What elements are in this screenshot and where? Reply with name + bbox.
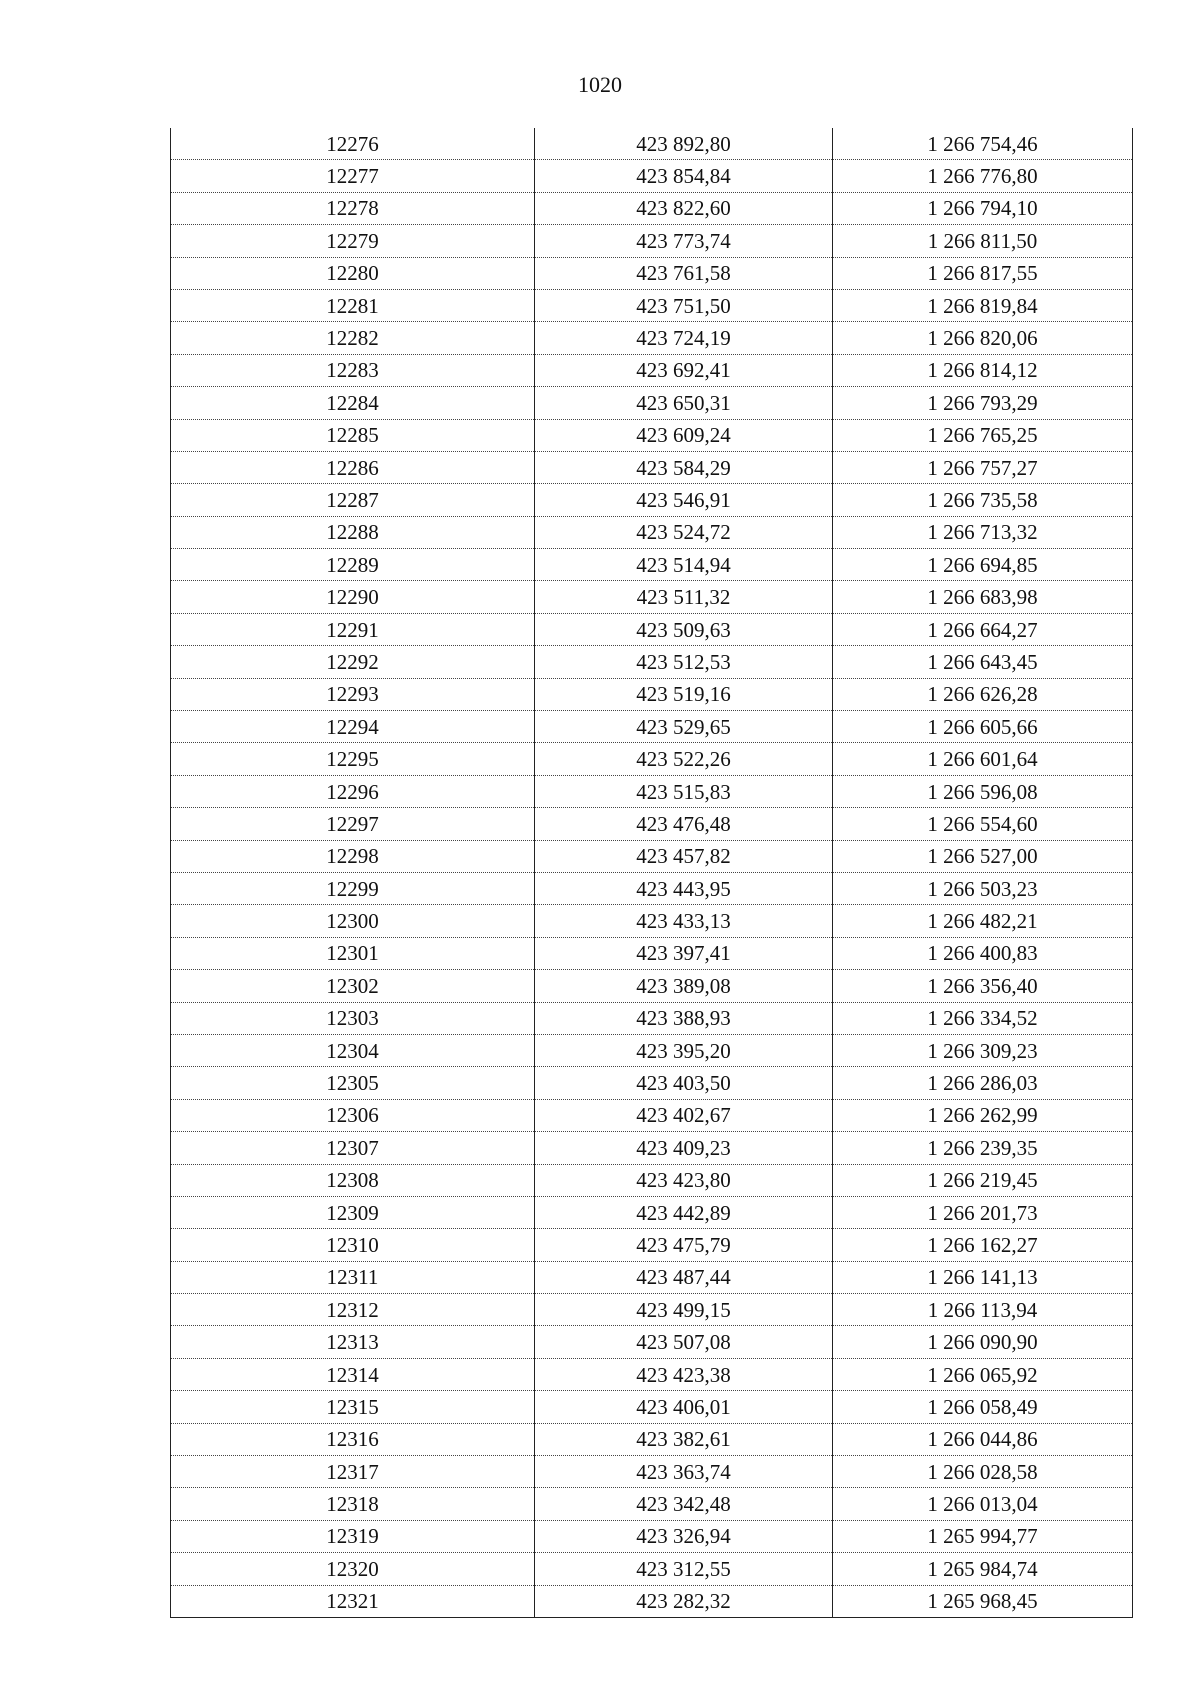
table-row [171,484,1133,516]
table-row [171,1196,1133,1228]
page-number: 1020 [578,72,622,97]
x-coordinate-cell: 423 402,67 [535,1099,833,1131]
y-coordinate-cell: 1 266 065,92 [833,1358,1133,1390]
x-coordinate-cell: 423 822,60 [535,192,833,224]
x-coordinate-cell: 423 499,15 [535,1294,833,1326]
y-coordinate-cell: 1 266 735,58 [833,484,1133,516]
point-number-cell: 12314 [171,1358,535,1390]
table-row [171,1294,1133,1326]
y-coordinate-cell: 1 266 334,52 [833,1002,1133,1034]
table-row [171,905,1133,937]
x-coordinate-cell: 423 457,82 [535,840,833,872]
point-number-cell: 12310 [171,1229,535,1261]
point-number-cell: 12298 [171,840,535,872]
point-number-cell: 12306 [171,1099,535,1131]
point-number-cell: 12288 [171,516,535,548]
table-row [171,775,1133,807]
y-coordinate-cell: 1 266 794,10 [833,192,1133,224]
y-coordinate-cell: 1 266 819,84 [833,289,1133,321]
x-coordinate-cell: 423 403,50 [535,1067,833,1099]
y-coordinate-cell: 1 266 013,04 [833,1488,1133,1520]
point-number-cell: 12302 [171,970,535,1002]
point-number-cell: 12318 [171,1488,535,1520]
table-row [171,257,1133,289]
y-coordinate-cell: 1 266 596,08 [833,775,1133,807]
x-coordinate-cell: 423 475,79 [535,1229,833,1261]
table-row [171,1520,1133,1552]
point-number-cell: 12313 [171,1326,535,1358]
y-coordinate-cell: 1 266 286,03 [833,1067,1133,1099]
y-coordinate-cell: 1 266 090,90 [833,1326,1133,1358]
point-number-cell: 12283 [171,354,535,386]
x-coordinate-cell: 423 584,29 [535,451,833,483]
x-coordinate-cell: 423 382,61 [535,1423,833,1455]
x-coordinate-cell: 423 443,95 [535,872,833,904]
table-row [171,743,1133,775]
y-coordinate-cell: 1 266 683,98 [833,581,1133,613]
y-coordinate-cell: 1 266 527,00 [833,840,1133,872]
table-row [171,289,1133,321]
y-coordinate-cell: 1 266 776,80 [833,160,1133,192]
table-row [171,322,1133,354]
table-row [171,937,1133,969]
point-number-cell: 12281 [171,289,535,321]
y-coordinate-cell: 1 266 754,46 [833,128,1133,160]
table-row [171,1132,1133,1164]
y-coordinate-cell: 1 265 968,45 [833,1585,1133,1617]
x-coordinate-cell: 423 514,94 [535,549,833,581]
point-number-cell: 12277 [171,160,535,192]
y-coordinate-cell: 1 266 605,66 [833,711,1133,743]
table-row [171,613,1133,645]
point-number-cell: 12316 [171,1423,535,1455]
point-number-cell: 12303 [171,1002,535,1034]
table-row [171,1229,1133,1261]
x-coordinate-cell: 423 511,32 [535,581,833,613]
table-row [171,1326,1133,1358]
y-coordinate-cell: 1 266 601,64 [833,743,1133,775]
y-coordinate-cell: 1 266 503,23 [833,872,1133,904]
x-coordinate-cell: 423 442,89 [535,1196,833,1228]
coordinates-table [170,128,1133,1618]
y-coordinate-cell: 1 266 162,27 [833,1229,1133,1261]
table-row [171,354,1133,386]
x-coordinate-cell: 423 650,31 [535,387,833,419]
y-coordinate-cell: 1 266 400,83 [833,937,1133,969]
point-number-cell: 12276 [171,128,535,160]
x-coordinate-cell: 423 692,41 [535,354,833,386]
x-coordinate-cell: 423 487,44 [535,1261,833,1293]
point-number-cell: 12317 [171,1456,535,1488]
y-coordinate-cell: 1 266 113,94 [833,1294,1133,1326]
table-row [171,970,1133,1002]
table-row [171,128,1133,160]
point-number-cell: 12291 [171,613,535,645]
point-number-cell: 12307 [171,1132,535,1164]
point-number-cell: 12297 [171,808,535,840]
table-row [171,225,1133,257]
table-row [171,1423,1133,1455]
point-number-cell: 12293 [171,678,535,710]
table-row [171,840,1133,872]
x-coordinate-cell: 423 423,80 [535,1164,833,1196]
table-row [171,646,1133,678]
y-coordinate-cell: 1 266 820,06 [833,322,1133,354]
table-row [171,711,1133,743]
y-coordinate-cell: 1 266 356,40 [833,970,1133,1002]
table-row [171,1067,1133,1099]
point-number-cell: 12312 [171,1294,535,1326]
table-row [171,678,1133,710]
x-coordinate-cell: 423 509,63 [535,613,833,645]
table-row [171,1585,1133,1617]
point-number-cell: 12305 [171,1067,535,1099]
coordinates-table-wrap [170,128,1132,1618]
x-coordinate-cell: 423 395,20 [535,1034,833,1066]
point-number-cell: 12300 [171,905,535,937]
table-row [171,192,1133,224]
x-coordinate-cell: 423 854,84 [535,160,833,192]
y-coordinate-cell: 1 266 219,45 [833,1164,1133,1196]
point-number-cell: 12286 [171,451,535,483]
x-coordinate-cell: 423 312,55 [535,1553,833,1585]
table-row [171,872,1133,904]
y-coordinate-cell: 1 265 984,74 [833,1553,1133,1585]
x-coordinate-cell: 423 761,58 [535,257,833,289]
y-coordinate-cell: 1 266 262,99 [833,1099,1133,1131]
point-number-cell: 12311 [171,1261,535,1293]
x-coordinate-cell: 423 529,65 [535,711,833,743]
x-coordinate-cell: 423 476,48 [535,808,833,840]
point-number-cell: 12279 [171,225,535,257]
y-coordinate-cell: 1 266 817,55 [833,257,1133,289]
point-number-cell: 12287 [171,484,535,516]
point-number-cell: 12289 [171,549,535,581]
x-coordinate-cell: 423 773,74 [535,225,833,257]
table-row [171,1488,1133,1520]
point-number-cell: 12299 [171,872,535,904]
x-coordinate-cell: 423 546,91 [535,484,833,516]
x-coordinate-cell: 423 433,13 [535,905,833,937]
table-row [171,451,1133,483]
y-coordinate-cell: 1 266 626,28 [833,678,1133,710]
point-number-cell: 12280 [171,257,535,289]
table-row [171,516,1133,548]
y-coordinate-cell: 1 266 201,73 [833,1196,1133,1228]
table-row [171,581,1133,613]
y-coordinate-cell: 1 266 554,60 [833,808,1133,840]
x-coordinate-cell: 423 515,83 [535,775,833,807]
point-number-cell: 12301 [171,937,535,969]
x-coordinate-cell: 423 389,08 [535,970,833,1002]
point-number-cell: 12284 [171,387,535,419]
table-body [171,128,1133,1617]
y-coordinate-cell: 1 266 793,29 [833,387,1133,419]
point-number-cell: 12308 [171,1164,535,1196]
y-coordinate-cell: 1 266 643,45 [833,646,1133,678]
x-coordinate-cell: 423 326,94 [535,1520,833,1552]
table-row [171,387,1133,419]
y-coordinate-cell: 1 266 309,23 [833,1034,1133,1066]
table-row [171,1553,1133,1585]
y-coordinate-cell: 1 265 994,77 [833,1520,1133,1552]
table-row [171,419,1133,451]
point-number-cell: 12290 [171,581,535,613]
y-coordinate-cell: 1 266 239,35 [833,1132,1133,1164]
table-row [171,549,1133,581]
y-coordinate-cell: 1 266 028,58 [833,1456,1133,1488]
table-row [171,1164,1133,1196]
y-coordinate-cell: 1 266 765,25 [833,419,1133,451]
y-coordinate-cell: 1 266 811,50 [833,225,1133,257]
y-coordinate-cell: 1 266 044,86 [833,1423,1133,1455]
table-row [171,1358,1133,1390]
point-number-cell: 12315 [171,1391,535,1423]
point-number-cell: 12296 [171,775,535,807]
table-row [171,1099,1133,1131]
y-coordinate-cell: 1 266 664,27 [833,613,1133,645]
y-coordinate-cell: 1 266 713,32 [833,516,1133,548]
point-number-cell: 12321 [171,1585,535,1617]
x-coordinate-cell: 423 406,01 [535,1391,833,1423]
table-row [171,808,1133,840]
y-coordinate-cell: 1 266 814,12 [833,354,1133,386]
y-coordinate-cell: 1 266 141,13 [833,1261,1133,1293]
table-row [171,1456,1133,1488]
table-row [171,1391,1133,1423]
x-coordinate-cell: 423 363,74 [535,1456,833,1488]
x-coordinate-cell: 423 609,24 [535,419,833,451]
point-number-cell: 12294 [171,711,535,743]
x-coordinate-cell: 423 388,93 [535,1002,833,1034]
x-coordinate-cell: 423 751,50 [535,289,833,321]
x-coordinate-cell: 423 892,80 [535,128,833,160]
x-coordinate-cell: 423 507,08 [535,1326,833,1358]
point-number-cell: 12320 [171,1553,535,1585]
x-coordinate-cell: 423 724,19 [535,322,833,354]
point-number-cell: 12278 [171,192,535,224]
y-coordinate-cell: 1 266 058,49 [833,1391,1133,1423]
y-coordinate-cell: 1 266 694,85 [833,549,1133,581]
x-coordinate-cell: 423 522,26 [535,743,833,775]
x-coordinate-cell: 423 519,16 [535,678,833,710]
x-coordinate-cell: 423 342,48 [535,1488,833,1520]
point-number-cell: 12304 [171,1034,535,1066]
point-number-cell: 12309 [171,1196,535,1228]
y-coordinate-cell: 1 266 482,21 [833,905,1133,937]
x-coordinate-cell: 423 423,38 [535,1358,833,1390]
x-coordinate-cell: 423 409,23 [535,1132,833,1164]
x-coordinate-cell: 423 397,41 [535,937,833,969]
point-number-cell: 12295 [171,743,535,775]
x-coordinate-cell: 423 524,72 [535,516,833,548]
y-coordinate-cell: 1 266 757,27 [833,451,1133,483]
point-number-cell: 12282 [171,322,535,354]
table-row [171,160,1133,192]
table-row [171,1002,1133,1034]
x-coordinate-cell: 423 282,32 [535,1585,833,1617]
point-number-cell: 12292 [171,646,535,678]
point-number-cell: 12285 [171,419,535,451]
table-row [171,1034,1133,1066]
point-number-cell: 12319 [171,1520,535,1552]
x-coordinate-cell: 423 512,53 [535,646,833,678]
table-row [171,1261,1133,1293]
